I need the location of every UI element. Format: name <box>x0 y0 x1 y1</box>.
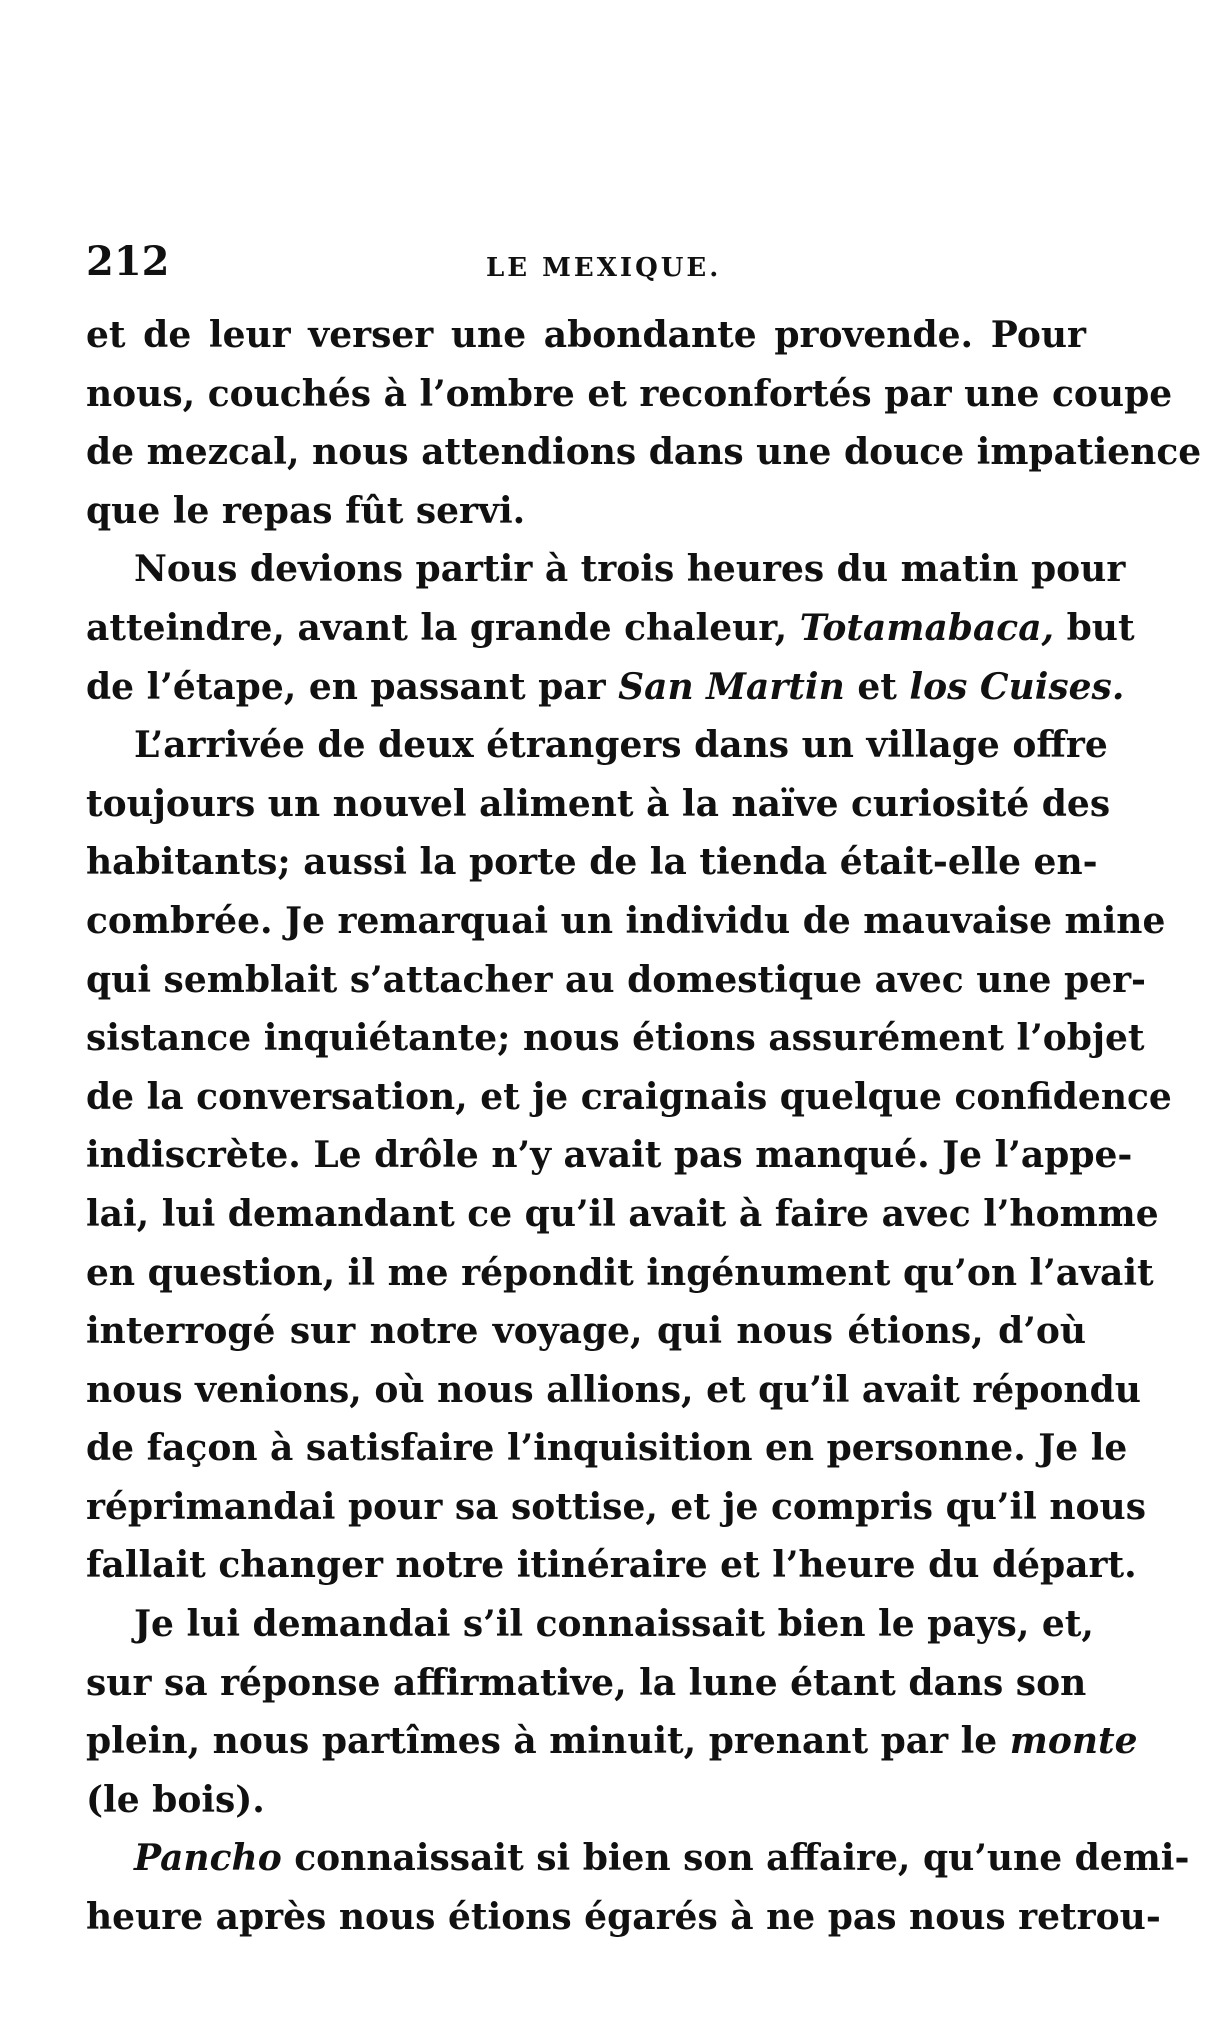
text-segment: plein, nous partîmes à minuit, prenant par le <box>86 1720 1010 1763</box>
text-line: de mezcal, nous attendions dans une douce impatience <box>86 431 1202 474</box>
text-line: fallait changer notre itinéraire et l’heure du départ. <box>86 1544 1137 1587</box>
body-text <box>86 306 1202 1947</box>
text-line: Je lui demandai s’il connaissait bien le pays, et, <box>134 1603 1094 1646</box>
text-line <box>86 599 1135 658</box>
text-line: L’arrivée de deux étrangers dans un village offre <box>134 724 1108 767</box>
text-line <box>86 658 1125 717</box>
text-segment: connaissait si bien son affaire, qu’une demi- <box>281 1837 1190 1880</box>
text-line: Nous devions partir à trois heures du matin pour <box>134 548 1126 591</box>
text-line: lai, lui demandant ce qu’il avait à faire avec l’homme <box>86 1192 1159 1235</box>
text-segment: de l’étape, en passant par <box>86 665 619 708</box>
running-head: LE MEXIQUE. <box>486 253 722 283</box>
text-line: réprimandai pour sa sottise, et je compris qu’il nous <box>86 1485 1146 1528</box>
page-header <box>86 232 1086 292</box>
text-line: sistance inquiétante; nous étions assurément l’objet <box>86 1017 1145 1060</box>
text-line <box>86 1829 1190 1888</box>
italic-text: San Martin <box>618 665 845 708</box>
text-line: combrée. Je remarquai un individu de mauvaise mine <box>86 899 1166 942</box>
text-line: toujours un nouvel aliment à la naïve curiosité des <box>86 782 1111 825</box>
text-line: habitants; aussi la porte de la tienda était-elle en- <box>86 841 1098 884</box>
italic-text: monte <box>1009 1720 1138 1763</box>
text-segment: et <box>844 665 910 708</box>
text-line: et de leur verser une abondante provende. Pour <box>86 314 1086 356</box>
italic-text: Totamabaca, <box>799 606 1055 649</box>
page-number: 212 <box>86 238 170 285</box>
text-segment: but <box>1054 606 1135 649</box>
text-line <box>86 1712 1138 1771</box>
text-line: sur sa réponse affirmative, la lune étant dans son <box>86 1661 1087 1704</box>
italic-text: los Cuises. <box>909 665 1125 708</box>
text-line: de la conversation, et je craignais quelque confidence <box>86 1075 1172 1118</box>
text-line: (le bois). <box>86 1778 265 1821</box>
text-line: nous venions, où nous allions, et qu’il avait répondu <box>86 1368 1141 1411</box>
text-line: nous, couchés à l’ombre et reconfortés par une coupe <box>86 372 1173 415</box>
text-line: de façon à satisfaire l’inquisition en personne. Je le <box>86 1427 1128 1470</box>
text-line: que le repas fût servi. <box>86 489 526 532</box>
text-line: en question, il me répondit ingénument qu’on l’avait <box>86 1251 1154 1294</box>
text-segment: atteindre, avant la grande chaleur, <box>86 606 800 649</box>
italic-text: Pancho <box>134 1837 282 1880</box>
text-line: indiscrète. Le drôle n’y avait pas manqué. Je l’appe- <box>86 1134 1133 1177</box>
text-line: interrogé sur notre voyage, qui nous étions, d’où <box>86 1310 1086 1353</box>
text-line: heure après nous étions égarés à ne pas nous retrou- <box>86 1896 1161 1939</box>
text-line: qui semblait s’attacher au domestique avec une per- <box>86 958 1146 1001</box>
